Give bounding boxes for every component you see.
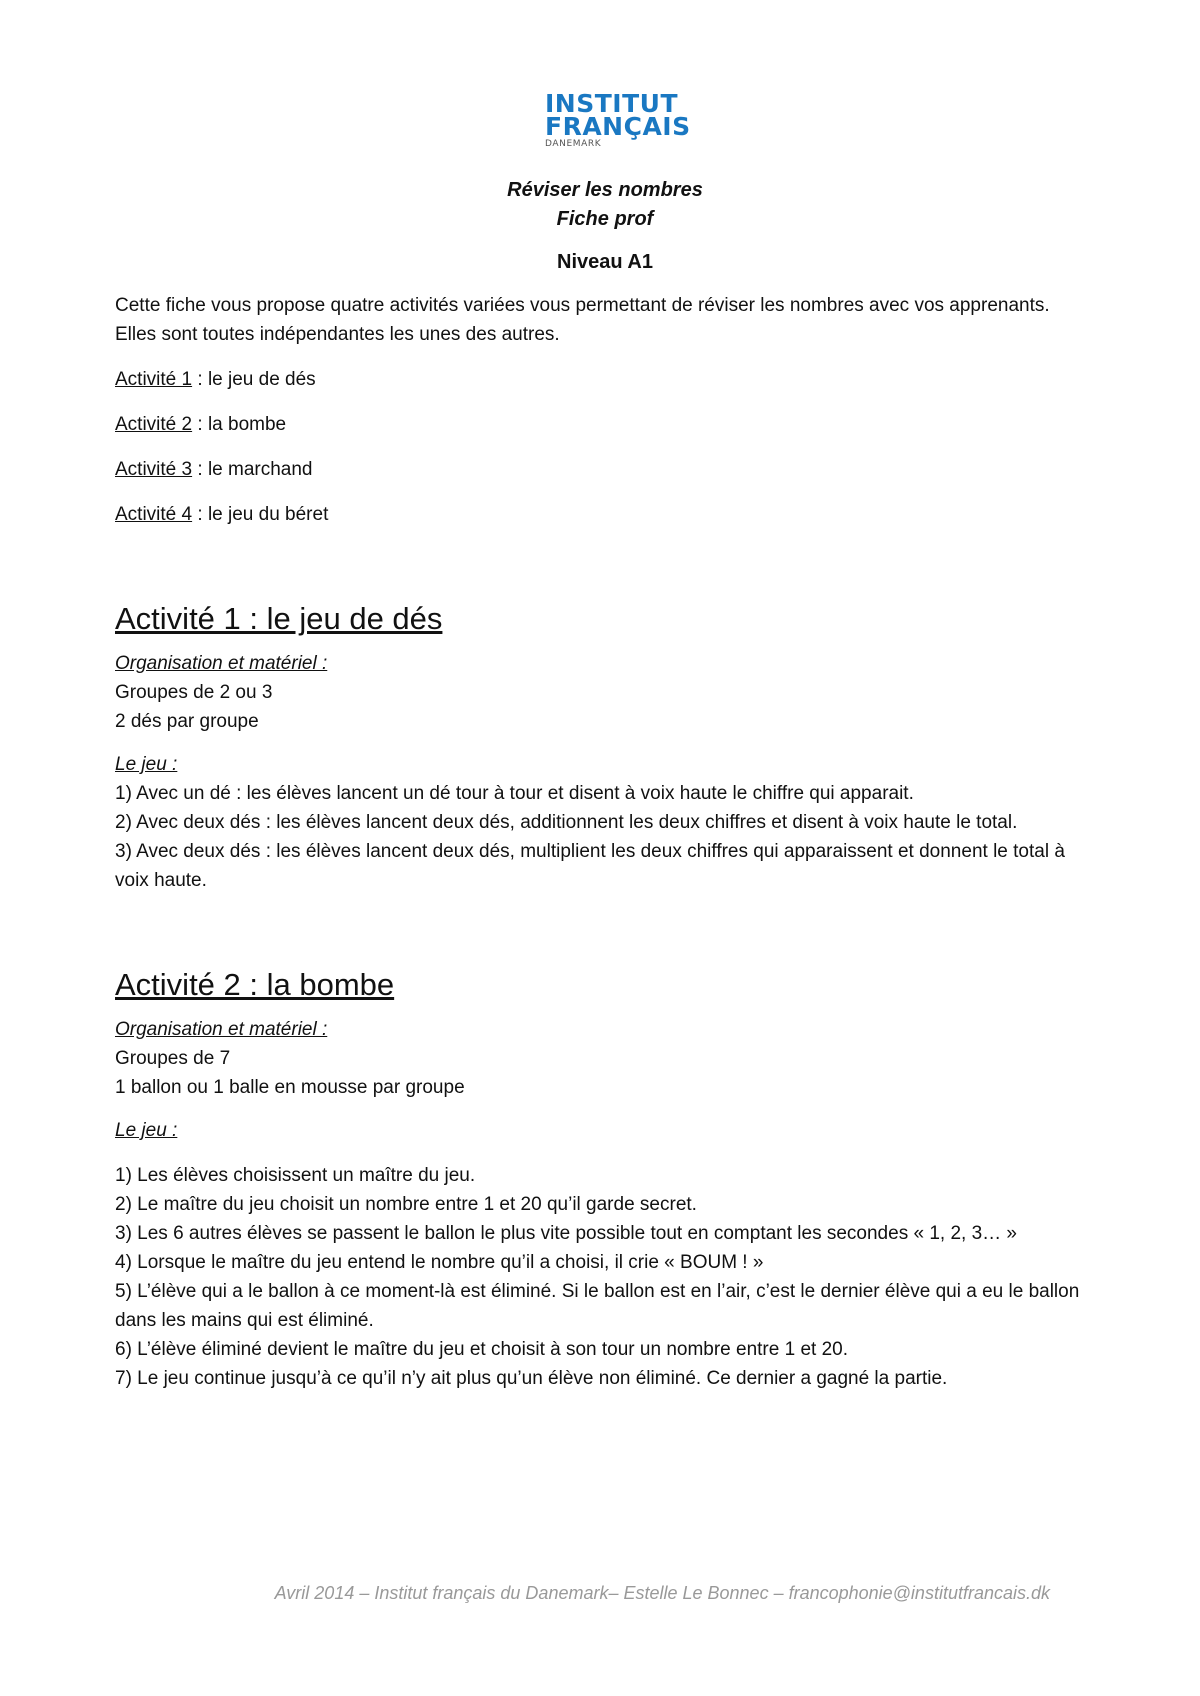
- institut-francais-logo: [545, 89, 691, 158]
- activity-2-step: 5) L’élève qui a le ballon à ce moment-là est éliminé. Si le ballon est en l’air, c’est le dernier élève qui a eu le ballon dans les mains qui est éliminé.: [115, 1281, 1080, 1331]
- doc-subtitle: Fiche prof: [556, 208, 654, 230]
- toc-item-3: [115, 455, 1095, 484]
- activity-2-step: 6) L’élève éliminé devient le maître du jeu et choisit à son tour un nombre entre 1 et 20.: [115, 1339, 848, 1360]
- intro-paragraph: Cette fiche vous propose quatre activités variées vous permettant de réviser les nombres avec vos apprenants. Elles sont toutes indépendantes les unes des autres.: [115, 295, 1050, 345]
- activity-2-step: 4) Lorsque le maître du jeu entend le nombre qu’il a choisi, il crie « BOUM ! »: [115, 1252, 764, 1273]
- doc-level: Niveau A1: [557, 251, 653, 273]
- activity-1-org-label: Organisation et matériel :: [115, 653, 328, 674]
- doc-title: Réviser les nombres: [507, 179, 703, 201]
- activity-1-org-line: Groupes de 2 ou 3: [115, 682, 273, 703]
- activity-1-step: 2) Avec deux dés : les élèves lancent deux dés, additionnent les deux chiffres et disent à voix haute le total.: [115, 812, 1018, 833]
- activity-2-heading: Activité 2 : la bombe: [115, 967, 395, 1002]
- toc-text: le jeu du béret: [207, 504, 329, 525]
- toc-item-4: [115, 500, 1095, 529]
- toc-label: Activité 1: [115, 369, 193, 390]
- activity-1-step: 1) Avec un dé : les élèves lancent un dé tour à tour et disent à voix haute le chiffre qui apparait.: [115, 783, 914, 804]
- activity-2-step: 2) Le maître du jeu choisit un nombre entre 1 et 20 qu’il garde secret.: [115, 1194, 697, 1215]
- activity-2-org-label: Organisation et matériel :: [115, 1019, 328, 1040]
- activity-2-step: 1) Les élèves choisissent un maître du jeu.: [115, 1165, 476, 1186]
- activity-2-step: 3) Les 6 autres élèves se passent le ballon le plus vite possible tout en comptant les secondes « 1, 2, 3… »: [115, 1223, 1017, 1244]
- toc-sep: :: [192, 414, 208, 435]
- page-footer: Avril 2014 – Institut français du Danemark– Estelle Le Bonnec – francophonie@institutfrancais.dk: [274, 1583, 1050, 1603]
- activity-1-game-label: Le jeu :: [115, 754, 178, 775]
- activity-1-step: 3) Avec deux dés : les élèves lancent deux dés, multiplient les deux chiffres qui apparaissent et donnent le total à voix haute.: [115, 841, 1065, 891]
- toc-sep: :: [192, 369, 208, 390]
- activity-2-org-line: Groupes de 7: [115, 1048, 231, 1069]
- toc-text: la bombe: [207, 414, 287, 435]
- toc-label: Activité 4: [115, 504, 193, 525]
- activity-2-org-line: 1 ballon ou 1 balle en mousse par groupe: [115, 1077, 465, 1098]
- activity-1-heading: Activité 1 : le jeu de dés: [115, 601, 443, 636]
- logo-line-2: FRANÇAIS: [545, 112, 691, 141]
- toc-item-1: [115, 365, 1095, 394]
- logo-line-3: DANEMARK: [545, 139, 602, 149]
- toc-sep: :: [192, 504, 208, 525]
- activity-1-org-line: 2 dés par groupe: [115, 711, 259, 732]
- logo-line-1: INSTITUT: [545, 89, 678, 118]
- activity-2-game-label: Le jeu :: [115, 1120, 178, 1141]
- toc-text: le marchand: [207, 459, 313, 480]
- toc-label: Activité 2: [115, 414, 193, 435]
- toc-item-2: [115, 410, 1095, 439]
- document-body: [115, 176, 1095, 1393]
- activity-2-step: 7) Le jeu continue jusqu’à ce qu’il n’y ait plus qu’un élève non éliminé. Ce dernier a gagné la partie.: [115, 1368, 948, 1389]
- toc-sep: :: [192, 459, 208, 480]
- toc-text: le jeu de dés: [207, 369, 316, 390]
- toc-label: Activité 3: [115, 459, 193, 480]
